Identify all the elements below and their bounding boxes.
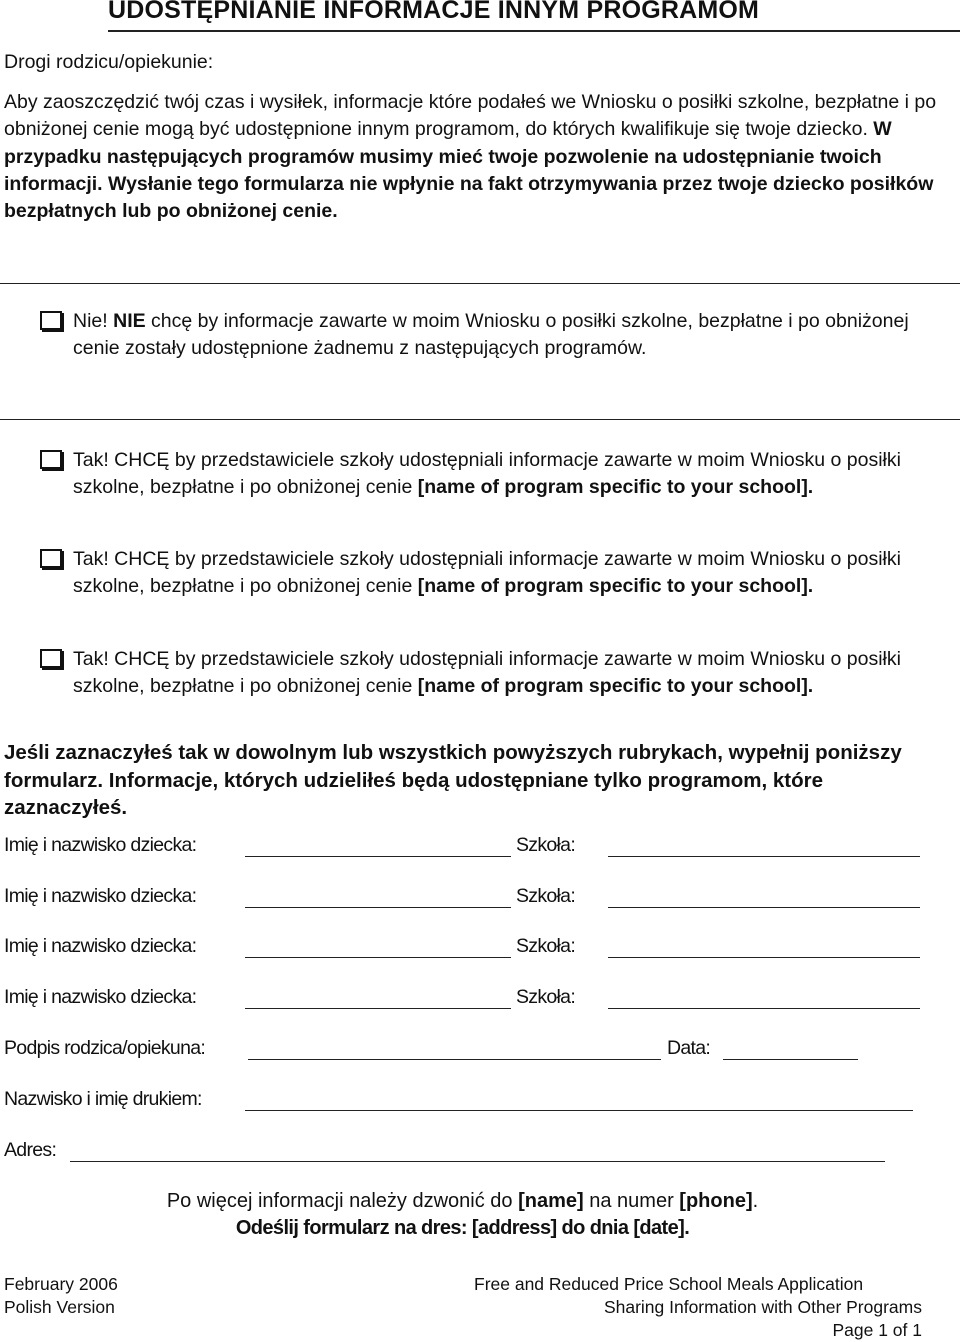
yes-option-prefix: Tak! CHCĘ by przedstawiciele szkoły udostępniali informacje zawarte w moim Wniosku o posiłki szkolne, bezpłatne i po obniżonej cenie [73,548,901,598]
school-field[interactable] [608,856,920,857]
contact-phone: [phone] [679,1190,753,1212]
title-underline [108,30,960,32]
yes-option-program: [name of program specific to your school]. [417,476,814,499]
printed-name-field[interactable] [245,1110,913,1111]
child-name-field[interactable] [245,957,511,958]
child-name-label: Imię i nazwisko dziecka: [4,986,197,1008]
child-name-field[interactable] [245,1008,511,1009]
yes-checkbox-3[interactable] [40,649,62,668]
instruction-note: Jeśli zaznaczyłeś tak w dowolnym lub wszystkich powyższych rubrykach, wypełnij poniższy formularz. Informacje, których udzieliłeś będą udostępniane tylko programom, które zaznaczyłeś. [4,741,902,819]
footer-page-number: Page 1 of 1 [832,1320,922,1340]
yes-option-text-2 [73,546,943,601]
section-divider [0,283,960,284]
intro-text: Aby zaoszczędzić twój czas i wysiłek, informacje które podałeś we Wniosku o posiłki szkolne, bezpłatne i po obniżonej cenie mogą być udostępnione innym programom, do których kwalifikuje się twoje dziecko. [4,91,937,141]
section-divider [0,419,960,420]
signature-field[interactable] [248,1059,661,1060]
child-name-label: Imię i nazwisko dziecka: [4,834,197,856]
signature-label: Podpis rodzica/opiekuna: [4,1037,206,1059]
school-label: Szkoła: [516,986,576,1008]
no-option-bold: NIE [113,310,146,332]
contact-line [0,1188,925,1215]
yes-option-prefix: Tak! CHCĘ by przedstawiciele szkoły udostępniali informacje zawarte w moim Wniosku o posiłki szkolne, bezpłatne i po obniżonej cenie [73,648,901,698]
child-name-field[interactable] [245,856,511,857]
child-name-label: Imię i nazwisko dziecka: [4,935,197,957]
yes-option-text-1 [73,447,943,502]
contact-text: . [752,1190,759,1212]
yes-checkbox-1[interactable] [40,450,62,469]
printed-name-label: Nazwisko i imię drukiem: [4,1088,202,1110]
contact-name: [name] [518,1190,584,1212]
footer-doc-title: Free and Reduced Price School Meals Application [474,1274,864,1294]
school-field[interactable] [608,907,920,908]
school-field[interactable] [608,957,920,958]
school-label: Szkoła: [516,935,576,957]
yes-option-text-3 [73,646,943,701]
address-label: Adres: [4,1139,57,1161]
no-option-prefix: Nie! [73,310,114,332]
return-address-line: Odeślij formularz na dres: [address] do dnia [date]. [235,1217,690,1239]
page-title: UDOSTĘPNIANIE INFORMACJE INNYM PROGRAMOM [108,0,760,24]
date-field[interactable] [723,1059,858,1060]
yes-option-program: [name of program specific to your school]. [417,575,814,598]
no-option-body: chcę by informacje zawarte w moim Wniosku o posiłki szkolne, bezpłatne i po obniżonej cenie zostały udostępnione żadnemu z następujących programów. [73,310,909,360]
school-label: Szkoła: [516,834,576,856]
no-checkbox[interactable] [40,311,62,330]
contact-text: na numer [583,1190,680,1212]
school-field[interactable] [608,1008,920,1009]
footer-date: February 2006 [4,1274,118,1294]
yes-option-prefix: Tak! CHCĘ by przedstawiciele szkoły udostępniali informacje zawarte w moim Wniosku o posiłki szkolne, bezpłatne i po obniżonej cenie [73,449,901,499]
yes-option-program: [name of program specific to your school]. [417,675,814,698]
date-label: Data: [667,1037,711,1059]
contact-text: Po więcej informacji należy dzwonić do [166,1190,519,1212]
no-option-text [73,308,943,363]
greeting: Drogi rodzicu/opiekunie: [4,51,214,73]
intro-bold-text: W przypadku następujących programów musimy mieć twoje pozwolenie na udostępnianie twoich informacji. Wysłanie tego formularza nie wpłynie na fakt otrzymywania przez twoje dziecko posiłków bezpłatnych lub po obniżonej cenie. [4,118,934,223]
footer-doc-subtitle: Sharing Information with Other Programs [603,1297,922,1317]
yes-checkbox-2[interactable] [40,549,62,568]
address-field[interactable] [70,1161,885,1162]
footer-version: Polish Version [4,1297,115,1317]
child-name-field[interactable] [245,907,511,908]
intro-paragraph [4,89,954,225]
child-name-label: Imię i nazwisko dziecka: [4,885,197,907]
school-label: Szkoła: [516,885,576,907]
